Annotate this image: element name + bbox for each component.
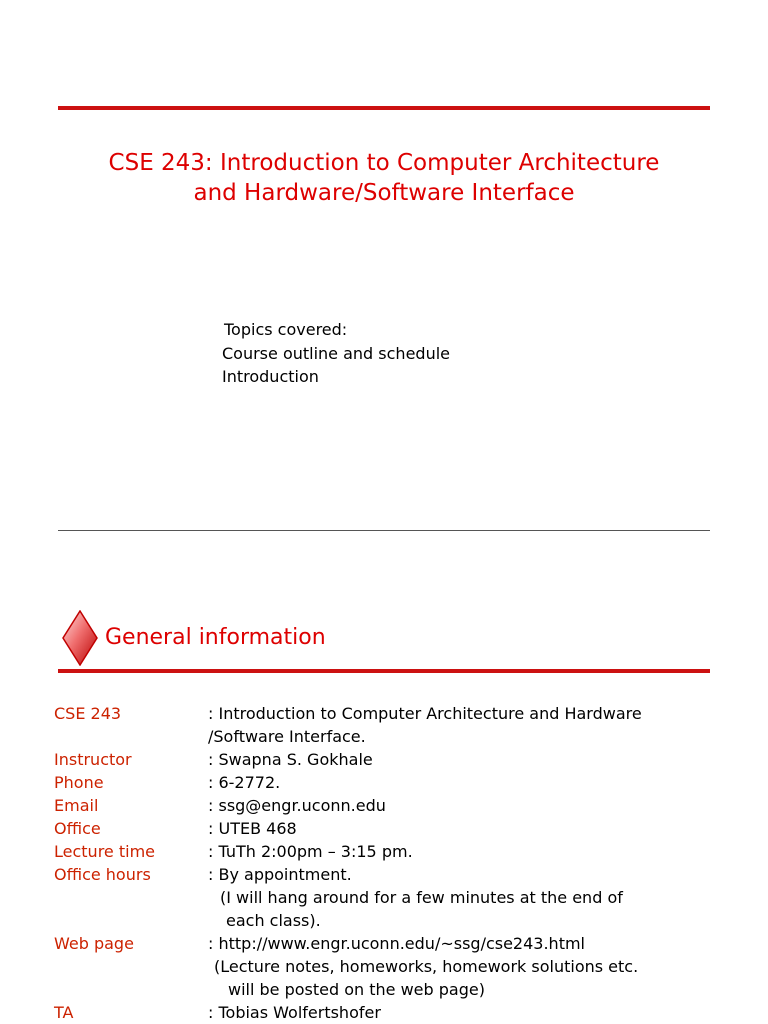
info-row-lecture-time xyxy=(54,840,734,863)
web-page-value xyxy=(208,932,638,1001)
course-value-line: /Software Interface. xyxy=(208,727,366,746)
info-table xyxy=(54,702,734,1024)
info-row-ta xyxy=(54,1001,734,1024)
info-row-course xyxy=(54,702,734,748)
office-label: Office xyxy=(54,819,101,838)
slide-title-line-2: and Hardware/Software Interface xyxy=(193,180,575,206)
slide-title-line-1: CSE 243: Introduction to Computer Architecture xyxy=(108,150,660,176)
top-red-rule xyxy=(58,106,710,110)
office-hours-label: Office hours xyxy=(54,865,151,884)
web-page-note: will be posted on the web page) xyxy=(228,980,485,999)
info-row-email xyxy=(54,794,734,817)
info-row-office xyxy=(54,817,734,840)
course-value xyxy=(208,702,642,748)
phone-label: Phone xyxy=(54,773,104,792)
info-row-office-hours xyxy=(54,863,734,932)
office-hours-line: (I will hang around for a few minutes at the end of xyxy=(220,888,623,907)
topics-heading: Topics covered: xyxy=(224,320,348,339)
diamond-bullet-icon xyxy=(62,610,98,666)
info-row-instructor xyxy=(54,748,734,771)
section-title: General information xyxy=(105,625,326,650)
topic-item: Introduction xyxy=(222,367,319,386)
web-page-url: : http://www.engr.uconn.edu/~ssg/cse243.html xyxy=(208,934,585,953)
info-row-phone xyxy=(54,771,734,794)
email-value: : ssg@engr.uconn.edu xyxy=(208,796,386,815)
ta-label: TA xyxy=(54,1003,74,1022)
ta-value: : Tobias Wolfertshofer xyxy=(208,1003,381,1022)
topic-item: Course outline and schedule xyxy=(222,343,450,363)
section-red-rule xyxy=(58,669,710,673)
course-value-line: : Introduction to Computer Architecture and Hardware xyxy=(208,704,642,723)
instructor-label: Instructor xyxy=(54,750,132,769)
topics-list xyxy=(222,318,450,389)
phone-value: : 6-2772. xyxy=(208,773,281,792)
office-hours-line: each class). xyxy=(226,911,321,930)
slide-title xyxy=(58,148,710,208)
lecture-time-label: Lecture time xyxy=(54,842,155,861)
lecture-time-value: : TuTh 2:00pm – 3:15 pm. xyxy=(208,842,413,861)
slide-divider xyxy=(58,530,710,531)
email-label: Email xyxy=(54,796,99,815)
office-hours-value xyxy=(208,863,623,932)
web-page-label: Web page xyxy=(54,934,134,953)
info-row-web-page xyxy=(54,932,734,1001)
instructor-value: : Swapna S. Gokhale xyxy=(208,750,373,769)
course-label: CSE 243 xyxy=(54,704,122,723)
web-page-note: (Lecture notes, homeworks, homework solutions etc. xyxy=(214,957,639,976)
office-hours-line: : By appointment. xyxy=(208,865,352,884)
office-value: : UTEB 468 xyxy=(208,819,297,838)
